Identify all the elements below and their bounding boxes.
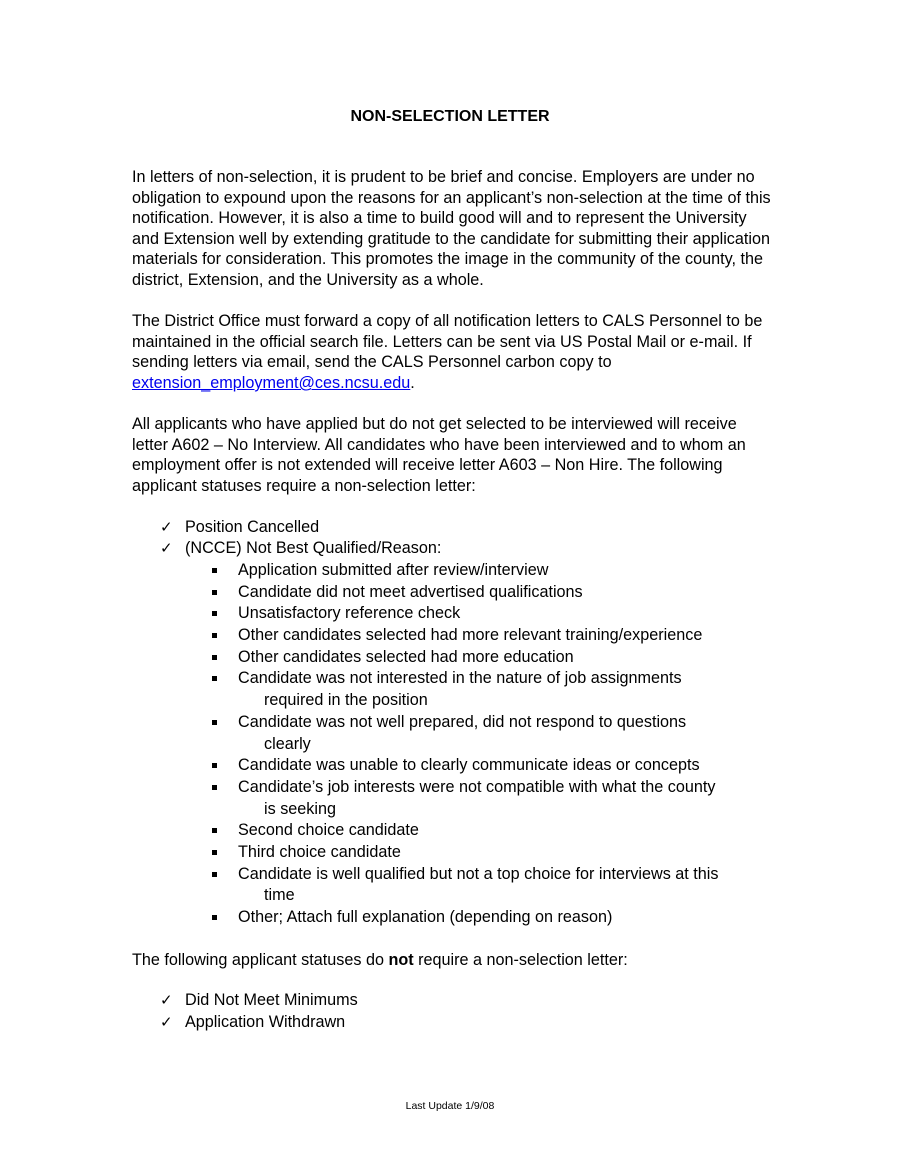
reason-text: Third choice candidate <box>238 843 401 862</box>
intro-paragraph: In letters of non-selection, it is prudent to be brief and concise. Employers are under no obligation to expound upon the reasons for an applicant’s non-selection at the time of this notification. However, it is also a time to build good will and to represent the University and Extension well by extending gratitude to the candidate for submitting their application materials for consideration. This promotes the image in the community of the county, the district, Extension, and the University as a whole. <box>132 168 771 289</box>
reason-text: Candidate was unable to clearly communicate ideas or concepts <box>238 756 700 775</box>
reason-item <box>212 625 772 647</box>
square-bullet-icon <box>212 633 217 638</box>
require-letter-list <box>160 517 772 929</box>
reason-text: Candidate is well qualified but not a top choice for interviews at this <box>238 864 719 883</box>
checkmark-icon: ✓ <box>160 991 173 1010</box>
reason-item <box>212 603 772 625</box>
district-office-text: The District Office must forward a copy of all notification letters to CALS Personnel to be maintained in the official search file. Letters can be sent via US Postal Mail or e-mail. If sending letters via email, send the CALS Personnel carbon copy to <box>132 312 763 372</box>
square-bullet-icon <box>212 872 217 877</box>
reason-text: Candidate was not interested in the nature of job assignments <box>238 669 682 688</box>
square-bullet-icon <box>212 611 217 616</box>
no-letter-text: The following applicant statuses do <box>132 950 389 969</box>
square-bullet-icon <box>212 763 217 768</box>
list-item <box>160 538 772 929</box>
reason-text: Unsatisfactory reference check <box>238 604 461 623</box>
reason-item <box>212 842 772 864</box>
square-bullet-icon <box>212 915 217 920</box>
reason-text-continued: required in the position <box>264 691 428 710</box>
checkmark-icon: ✓ <box>160 1013 173 1032</box>
reason-text: Other; Attach full explanation (depending on reason) <box>238 908 613 927</box>
checkmark-icon: ✓ <box>160 539 173 558</box>
applicant-letters-paragraph: All applicants who have applied but do not get selected to be interviewed will receive letter A602 – No Interview. All candidates who have been interviewed and to whom an employment offer is not extended will receive letter A603 – Non Hire. The following applicant statuses require a non-selection letter: <box>132 415 746 495</box>
square-bullet-icon <box>212 676 217 681</box>
reason-text: Other candidates selected had more education <box>238 647 574 666</box>
reason-text: Candidate’s job interests were not compatible with what the county <box>238 777 716 796</box>
reason-item <box>212 777 772 820</box>
email-link[interactable]: extension_employment@ces.ncsu.edu <box>132 373 411 392</box>
reasons-list <box>212 560 772 929</box>
square-bullet-icon <box>212 655 217 660</box>
district-office-text-end: . <box>410 373 415 392</box>
square-bullet-icon <box>212 850 217 855</box>
reason-text: Candidate did not meet advertised qualifications <box>238 582 583 601</box>
no-letter-list <box>160 990 772 1033</box>
reason-item <box>212 864 772 907</box>
list-item <box>160 517 772 539</box>
reason-text-continued: time <box>264 886 295 905</box>
document-body <box>132 167 772 1034</box>
list-item <box>160 1012 772 1034</box>
list-item-label: Application Withdrawn <box>185 1013 346 1032</box>
reason-item <box>212 907 772 929</box>
reason-item <box>212 560 772 582</box>
list-item-label: (NCCE) Not Best Qualified/Reason: <box>185 539 442 558</box>
reason-text-continued: clearly <box>264 734 311 753</box>
list-item <box>160 990 772 1012</box>
reason-text: Candidate was not well prepared, did not respond to questions <box>238 712 687 731</box>
no-letter-emphasis: not <box>388 950 414 969</box>
no-letter-paragraph <box>132 950 772 971</box>
list-item-label: Did Not Meet Minimums <box>185 991 358 1010</box>
list-item-label: Position Cancelled <box>185 517 320 536</box>
reason-item <box>212 755 772 777</box>
page-title: NON-SELECTION LETTER <box>350 108 550 125</box>
no-letter-text-end: require a non-selection letter: <box>413 950 628 969</box>
reason-text: Application submitted after review/interview <box>238 560 549 579</box>
reason-item <box>212 647 772 669</box>
district-office-paragraph <box>132 311 772 393</box>
reason-item <box>212 712 772 755</box>
square-bullet-icon <box>212 568 217 573</box>
footer-last-update: Last Update 1/9/08 <box>405 1100 495 1112</box>
reason-text: Other candidates selected had more relevant training/experience <box>238 626 703 645</box>
square-bullet-icon <box>212 590 217 595</box>
reason-text-continued: is seeking <box>264 799 336 818</box>
reason-item <box>212 820 772 842</box>
square-bullet-icon <box>212 720 217 725</box>
reason-item <box>212 668 772 711</box>
square-bullet-icon <box>212 828 217 833</box>
square-bullet-icon <box>212 785 217 790</box>
reason-item <box>212 582 772 604</box>
reason-text: Second choice candidate <box>238 821 419 840</box>
checkmark-icon: ✓ <box>160 517 173 536</box>
